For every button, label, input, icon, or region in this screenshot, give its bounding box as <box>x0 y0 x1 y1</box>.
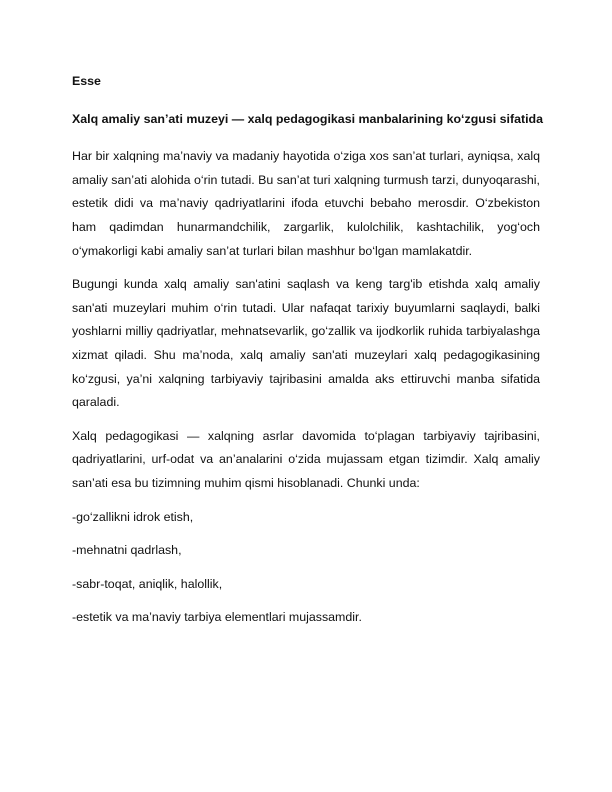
document-body <box>72 70 543 640</box>
document-title: Xalq amaliy san’ati muzeyi — xalq pedagogikasi manbalarining ko‘zgusi sifatida <box>72 111 543 126</box>
paragraph: Bugungi kunda xalq amaliy san'atini saqlash va keng targ'ib etishda xalq amaliy san'ati muzeylari muhim o‘rin tutadi. Ular nafaqat tarixiy buyumlarni saqlaydi, balki yoshlarni milliy qadriyatlar, mehnatsevarlik, go‘zallik va ijodkorlik ruhida tarbiyalashga xizmat qiladi. Shu ma’noda, xalq amaliy san'ati muzeylari xalq pedagogikasining ko‘zgusi, ya’ni xalqning tarbiyaviy tajribasini amalda aks ettiruvchi manba sifatida qaraladi. <box>72 277 540 410</box>
paragraph: Har bir xalqning ma’naviy va madaniy hayotida o‘ziga xos san’at turlari, ayniqsa, xalq amaliy san’ati alohida o‘rin tutadi. Bu san’at turi xalqning turmush tarzi, dunyoqarashi, estetik didi va ma’naviy qadriyatlarini ifoda etuvchi bebaho merosdir. O‘zbekiston ham qadimdan hunarmandchilik, zargarlik, kulolchilik, kashtachilik, yog‘och o‘ymakorligi kabi amaliy san’at turlari bilan mashhur bo‘lgan mamlakatdir. <box>72 149 540 258</box>
paragraph: Xalq pedagogikasi — xalqning asrlar davomida to‘plagan tarbiyaviy tajribasini, qadriyatlarini, urf-odat va an’analarini o‘zida mujassam etgan tizimdir. Xalq amaliy san’ati esa bu tizimning muhim qismi hisoblanadi. Chunki unda: <box>72 428 540 490</box>
list-item: -mehnatni qadrlash, <box>72 543 182 558</box>
list-item: -go‘zallikni idrok etish, <box>72 509 194 524</box>
list-item: -estetik va ma’naviy tarbiya elementlari mujassamdir. <box>72 610 362 625</box>
list-item: -sabr-toqat, aniqlik, halollik, <box>72 576 223 591</box>
document-label: Esse <box>72 74 101 88</box>
